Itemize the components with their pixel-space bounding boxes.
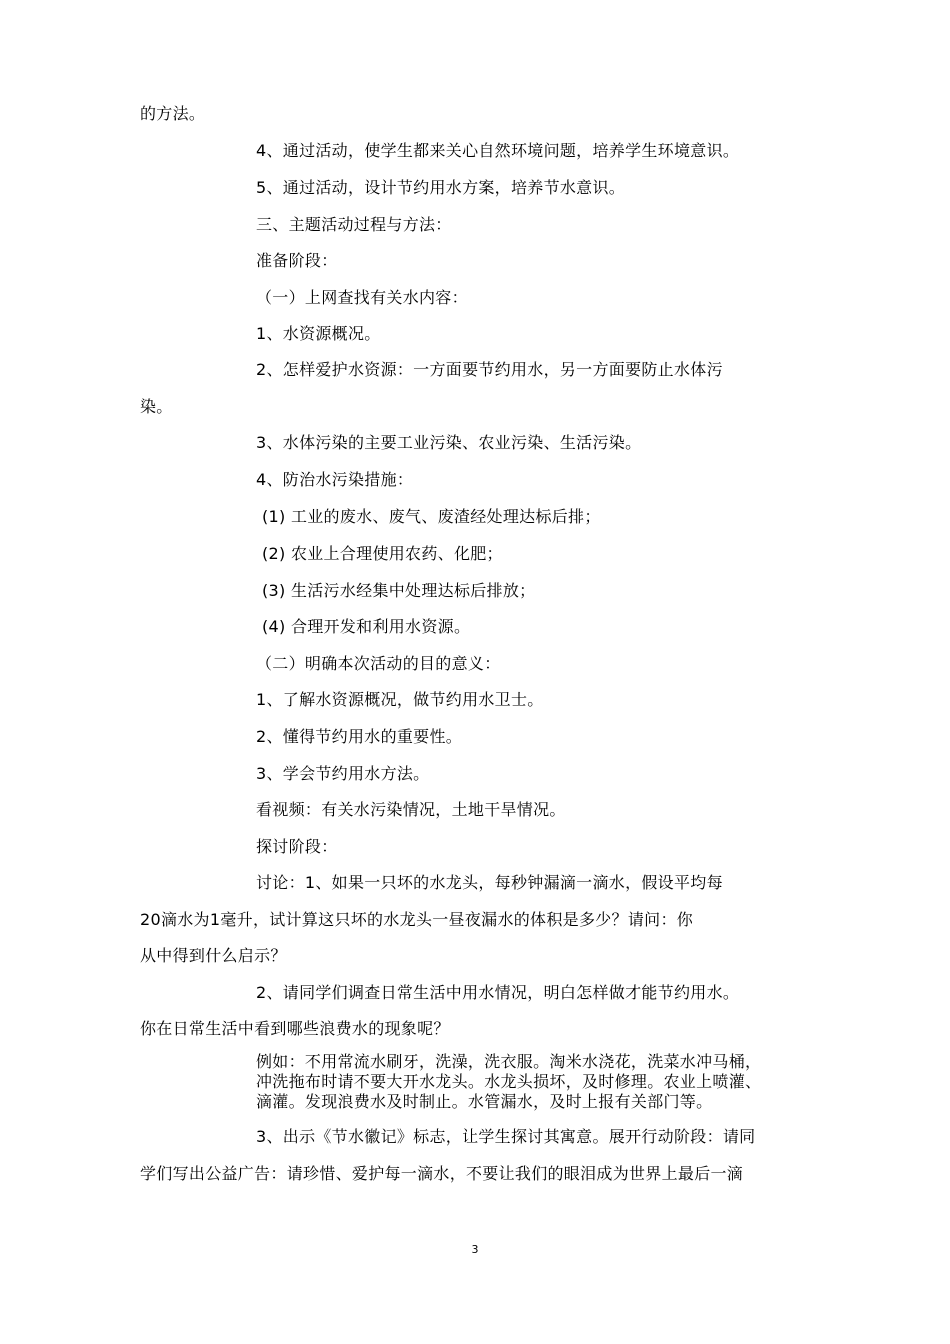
text-line: 5、通过活动，设计节约用水方案，培养节水意识。 <box>256 178 626 197</box>
text-line: 4、防治水污染措施： <box>256 470 414 489</box>
section-heading: 三、主题活动过程与方法： <box>256 215 452 234</box>
subsection-heading: （二）明确本次活动的目的意义： <box>256 654 501 673</box>
text-line: 讨论：1、如果一只坏的水龙头，每秒钟漏滴一滴水，假设平均每 <box>256 873 723 892</box>
text-line: 你在日常生活中看到哪些浪费水的现象呢？ <box>140 1019 450 1038</box>
text-line: 3、学会节约用水方法。 <box>256 764 430 783</box>
text-line: 的方法。 <box>140 104 206 123</box>
text-line: 学们写出公益广告：请珍惜、爱护每一滴水，不要让我们的眼泪成为世界上最后一滴 <box>140 1164 744 1183</box>
list-item: (2) 农业上合理使用农药、化肥； <box>262 544 503 563</box>
example-line: 滴灌。发现浪费水及时制止。水管漏水，及时上报有关部门等。 <box>256 1092 713 1111</box>
list-item: (4) 合理开发和利用水资源。 <box>262 617 471 636</box>
text-line: 2、怎样爱护水资源：一方面要节约用水，另一方面要防止水体污 <box>256 360 723 379</box>
text-line: 20滴水为1毫升，试计算这只坏的水龙头一昼夜漏水的体积是多少？请问：你 <box>140 910 694 929</box>
text-line: 从中得到什么启示？ <box>140 946 287 965</box>
subsection-heading: （一）上网查找有关水内容： <box>256 288 468 307</box>
example-line: 例如：不用常流水刷牙，洗澡，洗衣服。淘米水浇花，洗菜水冲马桶， <box>256 1052 762 1071</box>
subsection-heading: 准备阶段： <box>256 251 338 270</box>
text-line: 看视频：有关水污染情况，土地干旱情况。 <box>256 800 566 819</box>
example-paragraph <box>256 1052 816 1112</box>
list-item: (3) 生活污水经集中处理达标后排放； <box>262 581 536 600</box>
page-number: 3 <box>471 1243 479 1256</box>
text-line: 3、水体污染的主要工业污染、农业污染、生活污染。 <box>256 433 642 452</box>
text-line: 2、懂得节约用水的重要性。 <box>256 727 463 746</box>
text-line: 1、水资源概况。 <box>256 324 381 343</box>
text-line: 1、了解水资源概况，做节约用水卫士。 <box>256 690 544 709</box>
text-line: 2、请同学们调查日常生活中用水情况，明白怎样做才能节约用水。 <box>256 983 740 1002</box>
subsection-heading: 探讨阶段： <box>256 837 338 856</box>
example-line: 冲洗拖布时请不要大开水龙头。水龙头损坏，及时修理。农业上喷灌、 <box>256 1072 762 1091</box>
list-item: (1) 工业的废水、废气、废渣经处理达标后排； <box>262 507 601 526</box>
text-line: 染。 <box>140 397 173 416</box>
text-line: 4、通过活动，使学生都来关心自然环境问题，培养学生环境意识。 <box>256 141 740 160</box>
text-line: 3、出示《节水徽记》标志，让学生探讨其寓意。展开行动阶段：请同 <box>256 1127 756 1146</box>
